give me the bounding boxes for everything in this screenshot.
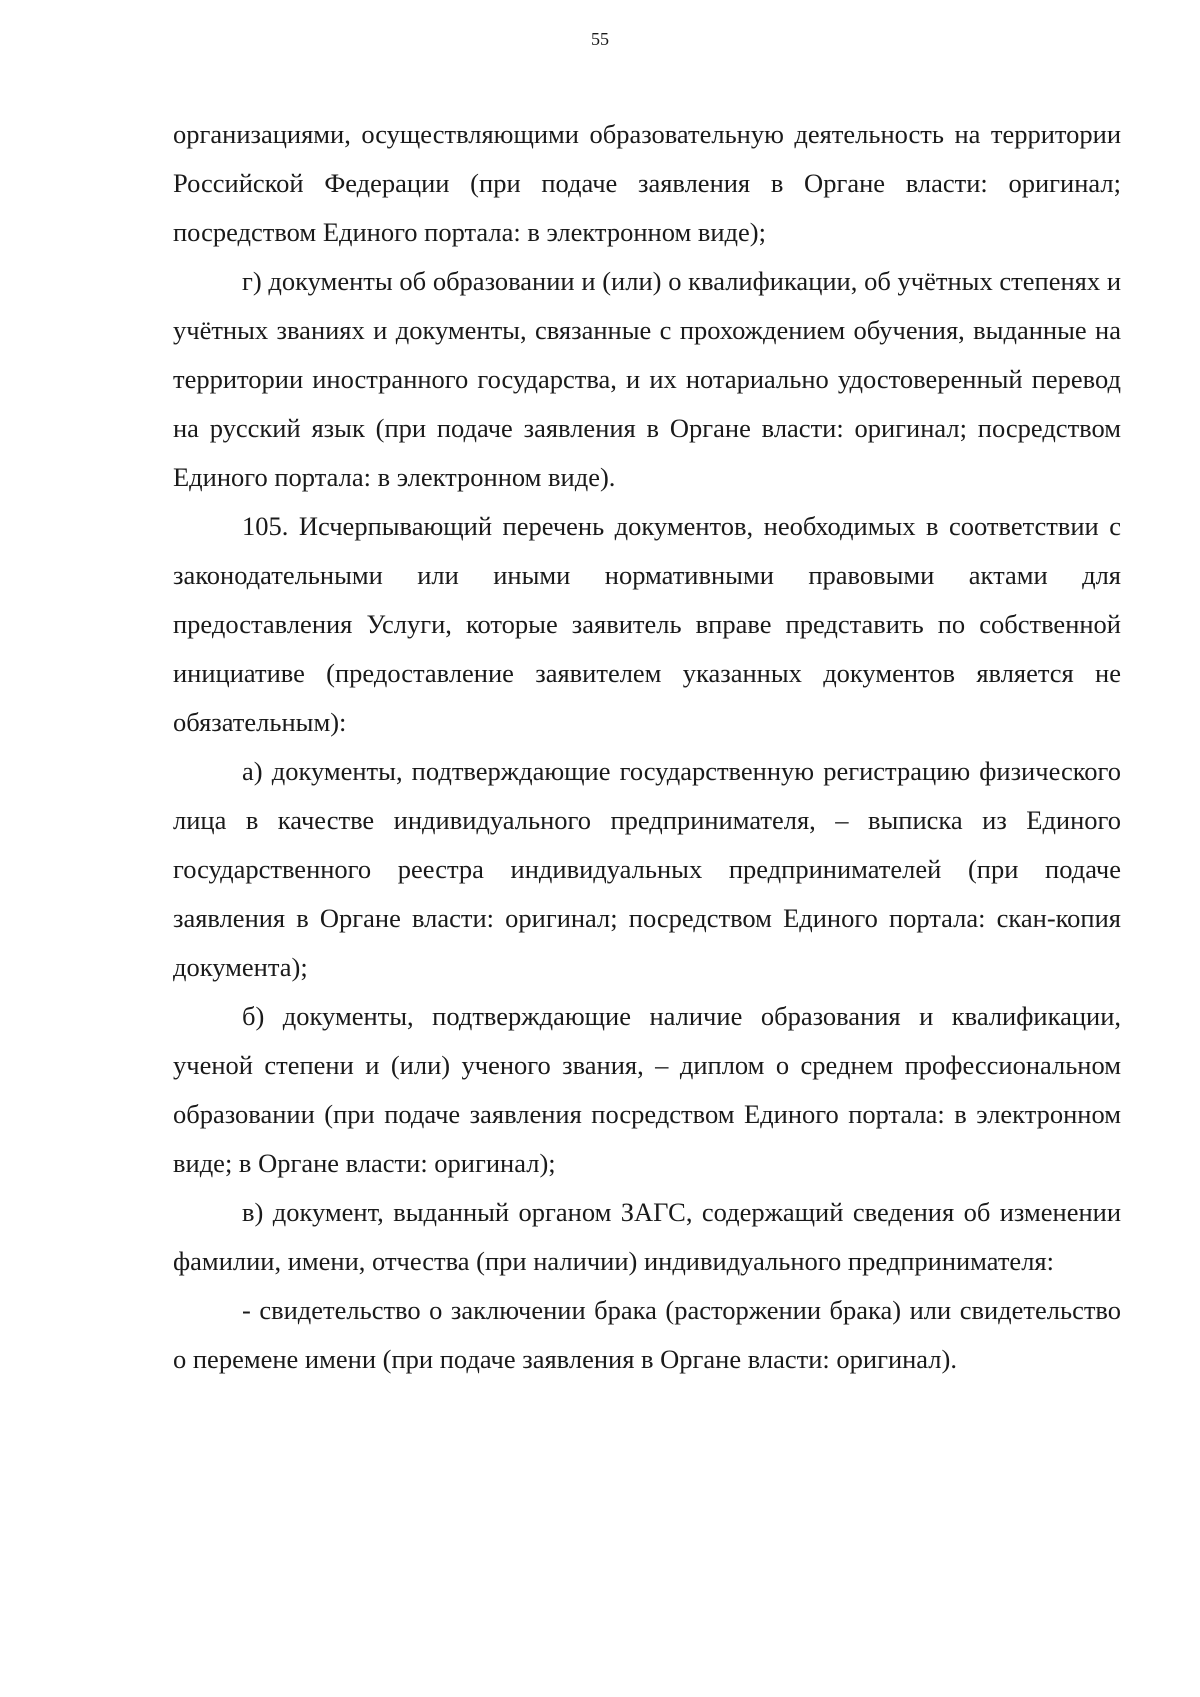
paragraph-item-v: в) документ, выданный органом ЗАГС, содержащий сведения об изменении фамилии, имени, отчества (при наличии) индивидуального предпринимателя: — [173, 1197, 1121, 1276]
document-body — [173, 110, 1121, 1384]
page-number: 55 — [591, 29, 609, 49]
paragraph-item-b: б) документы, подтверждающие наличие образования и квалификации, ученой степени и (или) ученого звания, – диплом о среднем профессиональном образовании (при подаче заявления посредством Единого портала: в электронном виде; в Органе власти: оригинал); — [173, 1001, 1121, 1178]
paragraph-105: 105. Исчерпывающий перечень документов, необходимых в соответствии с законодательными или иными нормативными правовыми актами для предоставления Услуги, которые заявитель вправе представить по собственной инициативе (предоставление заявителем указанных документов является не обязательным): — [173, 511, 1121, 737]
paragraph-item-a: а) документы, подтверждающие государственную регистрацию физического лица в качестве индивидуального предпринимателя, – выписка из Единого государственного реестра индивидуальных предпринимателей (при подаче заявления в Органе власти: оригинал; посредством Единого портала: скан-копия документа); — [173, 756, 1121, 982]
paragraph-continuation: организациями, осуществляющими образовательную деятельность на территории Российской Федерации (при подаче заявления в Органе власти: оригинал; посредством Единого портала: в электронном виде); — [173, 119, 1121, 247]
paragraph-bullet-certificate: - свидетельство о заключении брака (расторжении брака) или свидетельство о перемене имени (при подаче заявления в Органе власти: оригинал). — [173, 1295, 1121, 1374]
paragraph-item-g: г) документы об образовании и (или) о квалификации, об учётных степенях и учётных званиях и документы, связанные с прохождением обучения, выданные на территории иностранного государства, и их нотариально удостоверенный перевод на русский язык (при подаче заявления в Органе власти: оригинал; посредством Единого портала: в электронном виде). — [173, 266, 1121, 492]
